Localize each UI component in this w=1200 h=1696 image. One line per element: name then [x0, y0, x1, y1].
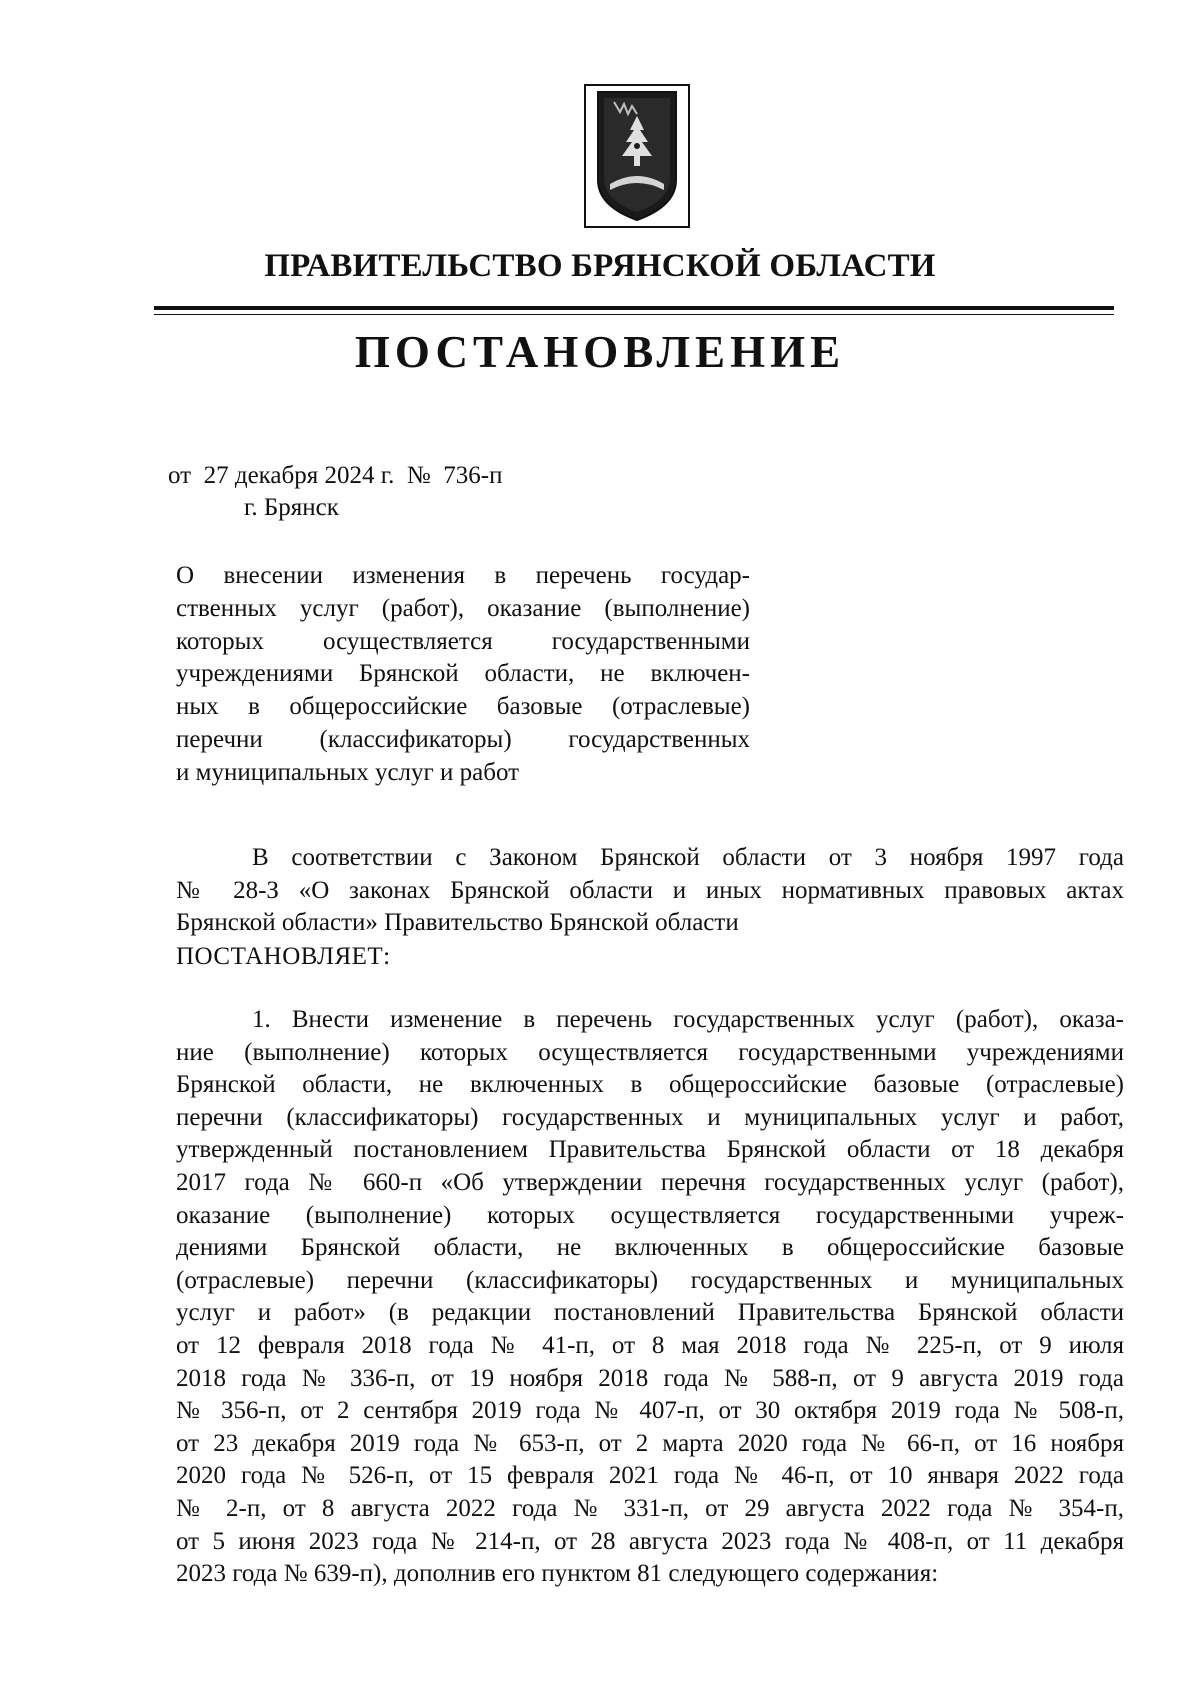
paragraph-line: ние (выполнение) которых осуществляется государственными учреждениями — [176, 1038, 1124, 1066]
organization-title: ПРАВИТЕЛЬСТВО БРЯНСКОЙ ОБЛАСТИ — [264, 248, 936, 284]
subject-line: которых осуществляется государственными — [176, 627, 750, 655]
paragraph-line: от 23 декабря 2019 года № 653-п, от 2 марта 2020 года № 66-п, от 16 ноября — [176, 1429, 1124, 1457]
paragraph-line: Брянской области» Правительство Брянской области — [176, 909, 739, 937]
subject-line: перечни (классификаторы) государственных — [176, 725, 750, 753]
header-divider-thin — [154, 314, 1114, 315]
paragraph-line: утвержденный постановлением Правительства Брянской области от 18 декабря — [176, 1136, 1124, 1164]
document-type-title: ПОСТАНОВЛЕНИЕ — [354, 327, 846, 377]
document-date-number: от 27 декабря 2024 г. № 736-п — [168, 462, 503, 489]
paragraph-line: 2018 года № 336-п, от 19 ноября 2018 года № 588-п, от 9 августа 2019 года — [176, 1364, 1124, 1392]
paragraph-line: № 356-п, от 2 сентября 2019 года № 407-п, от 30 октября 2019 года № 508-п, — [176, 1397, 1124, 1425]
coat-of-arms-icon — [584, 84, 690, 228]
subject-line: ных в общероссийские базовые (отраслевые) — [176, 693, 750, 721]
paragraph-line: от 5 июня 2023 года № 214-п, от 28 августа 2023 года № 408-п, от 11 декабря — [176, 1527, 1124, 1555]
paragraph-line: 2017 года № 660-п «Об утверждении перечня государственных услуг (работ), — [176, 1168, 1124, 1196]
paragraph-line: 2020 года № 526-п, от 15 февраля 2021 года № 46-п, от 10 января 2022 года — [176, 1462, 1124, 1490]
subject-line: и муниципальных услуг и работ — [176, 758, 520, 786]
paragraph-line: № 2-п, от 8 августа 2022 года № 331-п, от 29 августа 2022 года № 354-п, — [176, 1494, 1124, 1522]
paragraph-line: 2023 года № 639-п), дополнив его пунктом 81 следующего содержания: — [176, 1560, 939, 1588]
paragraph-line: перечни (классификаторы) государственных и муниципальных услуг и работ, — [176, 1103, 1124, 1131]
paragraph-line: оказание (выполнение) которых осуществляется государственными учреж- — [176, 1201, 1124, 1229]
paragraph-line: дениями Брянской области, не включенных в общероссийские базовые — [176, 1234, 1124, 1262]
subject-line: О внесении изменения в перечень государ- — [176, 562, 750, 589]
document-city: г. Брянск — [244, 494, 339, 521]
subject-line: учреждениями Брянской области, не включен- — [176, 660, 750, 688]
item-1-paragraph — [176, 1004, 1124, 1591]
paragraph-line: В соответствии с Законом Брянской области от 3 ноября 1997 года — [252, 844, 1124, 871]
subject-line: ственных услуг (работ), оказание (выполнение) — [176, 594, 750, 622]
paragraph-line: (отраслевые) перечни (классификаторы) государственных и муниципальных — [176, 1266, 1124, 1294]
paragraph-line: от 12 февраля 2018 года № 41-п, от 8 мая 2018 года № 225-п, от 9 июля — [176, 1331, 1124, 1359]
paragraph-line: Брянской области, не включенных в общероссийские базовые (отраслевые) — [176, 1071, 1124, 1099]
decree-word: ПОСТАНОВЛЯЕТ: — [176, 943, 391, 970]
document-subject — [176, 560, 750, 790]
preamble-paragraph — [176, 842, 1124, 940]
paragraph-line: 1. Внести изменение в перечень государственных услуг (работ), оказа- — [252, 1006, 1124, 1033]
header-divider-thick — [154, 306, 1114, 310]
paragraph-line: № 28-З «О законах Брянской области и иных нормативных правовых актах — [176, 876, 1124, 904]
paragraph-line: услуг и работ» (в редакции постановлений Правительства Брянской области — [176, 1299, 1124, 1327]
